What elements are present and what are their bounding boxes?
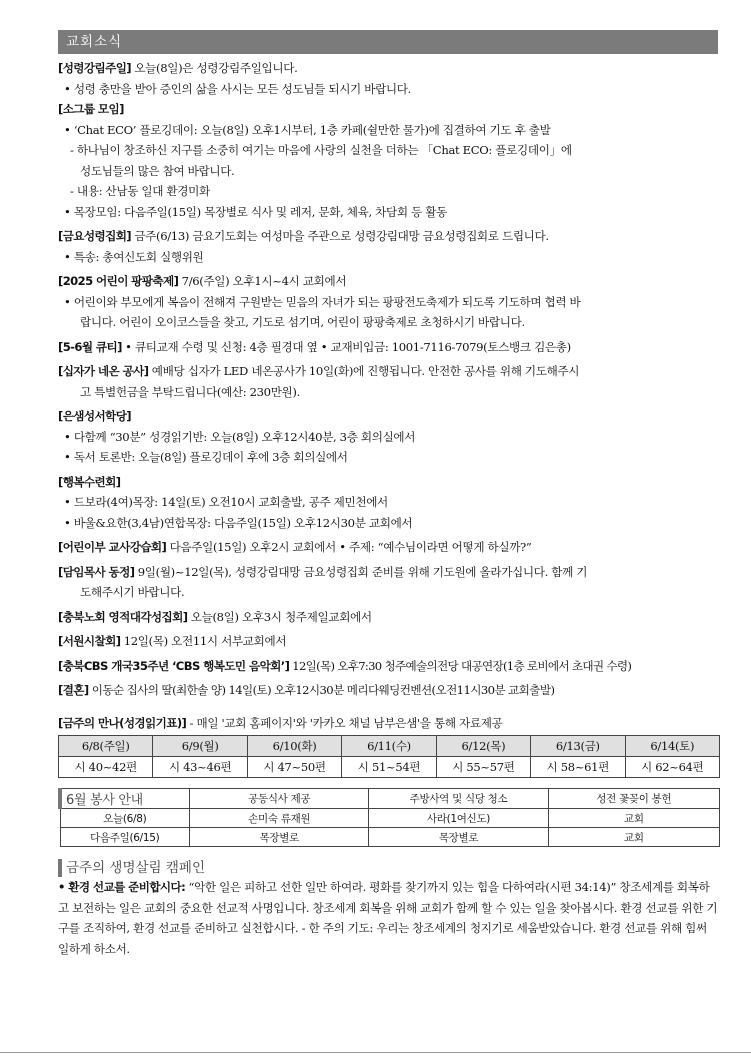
news-line: [58, 656, 718, 677]
news-text: 오늘(8일) 오후3시 청주제일교회에서: [187, 609, 372, 624]
table-row: [60, 809, 720, 828]
news-heading: [행복수련회]: [58, 474, 121, 489]
passage-cell: 시 47~50편: [247, 757, 341, 778]
day-cell: 6/8(주일): [59, 736, 153, 757]
news-text: • 다함께 “30분” 성경읽기반: 오늘(8일) 오후12시40분, 3층 회의실에서: [64, 429, 416, 444]
news-line: [58, 247, 718, 268]
news-text: 9일(월)~12일(목), 성령강림대망 금요성령집회 준비를 위해 기도원에 올라가십니다. 함께 기: [134, 564, 588, 579]
news-text: • 큐티교재 수령 및 신청: 4층 필경대 옆 • 교재비입금: 1001-7116-7079(토스뱅크 김은총): [121, 339, 571, 354]
service-col-header: 공동식사 제공: [190, 789, 369, 809]
news-heading: [충북CBS 개국35주년 ‘CBS 행복도민 음악회’]: [58, 658, 290, 673]
reading-heading-line: [58, 713, 718, 734]
news-text: 금주(6/13) 금요기도회는 여성마을 주관으로 성령강림대망 금요성령집회로 드립니다.: [131, 229, 549, 243]
news-line: [58, 680, 718, 701]
service-title: 6월 봉사 안내: [60, 789, 190, 809]
table-row: [60, 789, 720, 809]
service-col-header: 주방사역 및 식당 청소: [369, 789, 548, 809]
section-header: 교회소식: [58, 30, 718, 54]
news-text: • 어린이와 부모에게 복음이 전해져 구원받는 믿음의 자녀가 되는 팡팡전도축제가 되도록 기도하며 협력 바: [64, 294, 581, 309]
news-text: 이동순 집사의 딸(최한솔 양) 14일(토) 오후12시30분 메리다웨딩컨벤션(오전11시30분 교회출발): [88, 683, 555, 697]
news-line: [58, 447, 718, 468]
news-text: 성도님들의 많은 참여 바랍니다.: [80, 163, 235, 178]
news-heading: [금요성령집회]: [58, 229, 131, 243]
passage-cell: 시 51~54편: [342, 757, 436, 778]
news-line: [58, 337, 718, 358]
passage-cell: 시 62~64편: [625, 757, 719, 778]
news-line: [58, 202, 718, 223]
news-line: [58, 607, 718, 628]
news-line: [58, 226, 718, 247]
service-cell: 사라(1여신도): [369, 809, 548, 828]
table-row: [59, 757, 720, 778]
news-line: [58, 562, 718, 583]
news-text: - 하나님이 창조하신 지구를 소중히 여기는 마음에 사랑의 실천을 더하는 「Chat ECO: 플로깅데이」에: [70, 143, 572, 157]
day-cell: 6/11(수): [342, 736, 436, 757]
news-line: [58, 99, 718, 120]
news-text: 다음주일(15일) 오후2시 교회에서 • 주제: “예수님이라면 어떻게 하실까?”: [166, 540, 532, 554]
news-line: [58, 292, 718, 313]
campaign-title: 금주의 생명살림 캠페인: [58, 859, 718, 877]
news-line: [58, 312, 718, 333]
news-text: • 드보라(4여)목장: 14일(토) 오전10시 교회출발, 공주 제민천에서: [64, 495, 388, 509]
news-heading: [성령강림주일]: [58, 61, 131, 75]
news-text: • 독서 토론반: 오늘(8일) 플로깅데이 후에 3층 회의실에서: [64, 450, 348, 464]
news-text: • 바울&요한(3,4남)연합목장: 다음주일(15일) 오후12시30분 교회에서: [64, 515, 413, 530]
campaign-text: “악한 일은 피하고 선한 일만 하여라. 평화를 찾기까지 있는 힘을 다하여라(시편 34:14)” 창조세계를 회복하고 보전하는 일은 교회의 중요한 선교적 사명입니다. 창조세계 회복을 위해 교회가 함께 할 수 있는 일을 찾아봅시다. 환경 선교를 위한 기구를 조직하여, 환경 선교를 준비하고 실천합시다. - 한 주의 기도: 우리는 창조세계의 청지기로 세움받았습니다. 환경 선교를 위해 힘써 일하게 하소서.: [58, 880, 718, 956]
bulletin-page: [58, 30, 718, 959]
news-text: 랍니다. 어린이 오이코스들을 찾고, 기도로 섬기며, 어린이 팡팡축제로 초청하시기 바랍니다.: [80, 315, 525, 329]
service-cell: 손미숙 류재원: [190, 809, 369, 828]
news-text: 고 특별헌금을 부탁드립니다(예산: 230만원).: [80, 384, 300, 399]
reading-table: [58, 735, 720, 778]
reading-note: - 매일 '교회 홈페이지'와 '카카오 채널 남부은샘'을 통해 자료제공: [186, 715, 503, 730]
news-heading: [충북노회 영적대각성집회]: [58, 609, 188, 624]
table-row: [60, 828, 720, 847]
news-heading: [십자가 네온 공사]: [58, 364, 149, 378]
service-row-label: 다음주일(6/15): [60, 828, 190, 847]
news-text: 도해주시기 바랍니다.: [80, 585, 185, 599]
news-line: [58, 79, 718, 100]
service-cell: 교회: [548, 809, 719, 828]
service-cell: 목장별로: [190, 828, 369, 847]
news-text: 7/6(주일) 오후1시~4시 교회에서: [178, 274, 347, 288]
news-line: [58, 472, 718, 493]
day-cell: 6/10(화): [247, 736, 341, 757]
news-line: [58, 140, 718, 161]
news-line: [58, 271, 718, 292]
passage-cell: 시 55~57편: [436, 757, 530, 778]
passage-cell: 시 40~42편: [59, 757, 153, 778]
news-heading: [2025 어린이 팡팡축제]: [58, 274, 179, 288]
news-text: • 목장모임: 다음주일(15일) 목장별로 식사 및 레저, 문화, 체육, 차담회 등 활동: [64, 204, 447, 219]
campaign-body: [58, 877, 718, 959]
news-heading: [서원시찰회]: [58, 634, 121, 648]
news-text: • 성령 충만을 받아 증인의 삶을 사시는 모든 성도님들 되시기 바랍니다.: [64, 81, 411, 96]
news-text: • ‘Chat ECO’ 플로깅데이: 오늘(8일) 오후1시부터, 1층 카페(쉴만한 물가)에 집결하여 기도 후 출발: [64, 122, 551, 137]
news-heading: [5-6월 큐티]: [58, 339, 122, 354]
news-line: [58, 382, 718, 403]
service-cell: 교회: [548, 828, 719, 847]
news-line: [58, 181, 718, 202]
news-heading: [담임목사 동정]: [58, 564, 135, 579]
day-cell: 6/12(목): [436, 736, 530, 757]
news-line: [58, 120, 718, 141]
news-text: 오늘(8일)은 성령강림주일입니다.: [131, 61, 298, 75]
day-cell: 6/14(토): [625, 736, 719, 757]
table-row: [59, 736, 720, 757]
service-row-label: 오늘(6/8): [60, 809, 190, 828]
news-line: [58, 427, 718, 448]
news-line: [58, 582, 718, 603]
reading-heading: [금주의 만나(성경읽기표)]: [58, 715, 187, 730]
news-line: [58, 406, 718, 427]
news-heading: [소그룹 모임]: [58, 102, 124, 116]
day-cell: 6/13(금): [531, 736, 625, 757]
news-list: [58, 58, 718, 701]
news-text: - 내용: 산남동 일대 환경미화: [70, 184, 210, 198]
news-line: [58, 492, 718, 513]
page-bottom-rule: [0, 1052, 751, 1053]
news-line: [58, 58, 718, 79]
passage-cell: 시 43~46편: [153, 757, 247, 778]
news-line: [58, 513, 718, 534]
news-heading: [어린이부 교사강습회]: [58, 540, 167, 554]
service-col-header: 성전 꽃꽂이 봉헌: [548, 789, 719, 809]
campaign-heading: • 환경 선교를 준비합시다:: [58, 880, 186, 894]
news-text: 12일(목) 오전11시 서부교회에서: [120, 634, 287, 648]
news-text: 예배당 십자가 LED 네온공사가 10일(화)에 진행됩니다. 안전한 공사를 위해 기도해주시: [148, 364, 580, 378]
passage-cell: 시 58~61편: [531, 757, 625, 778]
service-table: [58, 788, 720, 847]
news-text: • 특송: 총여신도회 실행위원: [64, 249, 204, 264]
news-line: [58, 361, 718, 382]
news-heading: [결혼]: [58, 683, 89, 697]
news-line: [58, 161, 718, 182]
news-line: [58, 631, 718, 652]
news-heading: [은샘성서학당]: [58, 409, 131, 423]
news-text: 12일(목) 오후7:30 청주예술의전당 대공연장(1층 로비에서 초대권 수령): [289, 658, 632, 673]
day-cell: 6/9(월): [153, 736, 247, 757]
news-line: [58, 537, 718, 558]
service-cell: 목장별로: [369, 828, 548, 847]
